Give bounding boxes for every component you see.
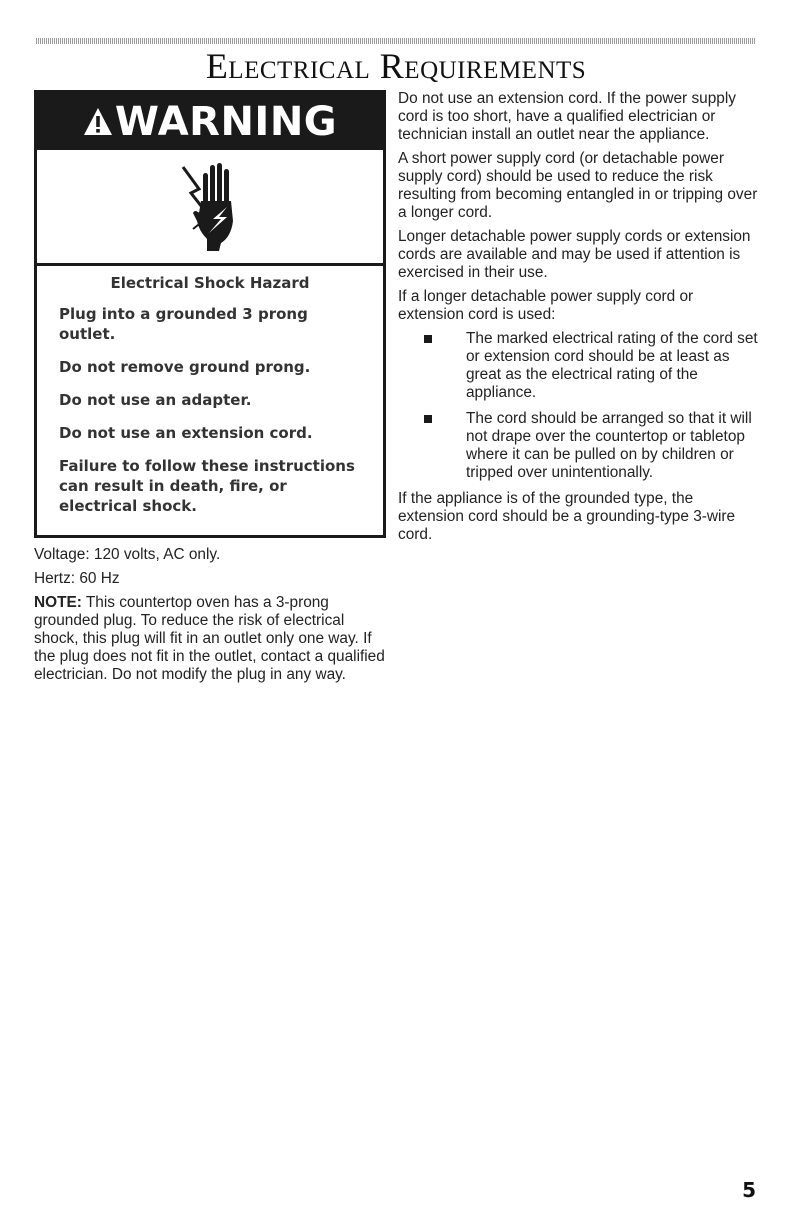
paragraph: A short power supply cord (or detachable power supply cord) should be used to reduce the risk resulting from becoming entangled in or tripping over a longer cord. xyxy=(398,150,758,221)
warning-line: Failure to follow these instructions can result in death, fire, or electrical shock. xyxy=(59,457,355,515)
bullet-list xyxy=(398,330,758,482)
warning-header-text: WARNING xyxy=(114,98,338,145)
paragraph: Do not use an extension cord. If the power supply cord is too short, have a qualified electrician or technician install an outlet near the appliance. xyxy=(398,90,736,143)
paragraph: If the appliance is of the grounded type, the extension cord should be a grounding-type 3-wire cord. xyxy=(398,490,736,543)
page-title: Electrical Requirements xyxy=(205,46,587,86)
top-rule xyxy=(36,38,756,44)
list-item-text: The cord should be arranged so that it will not drape over the countertop or tabletop where it can be pulled on by children or tripped over unintentionally. xyxy=(466,410,752,481)
warning-header xyxy=(37,93,383,150)
warning-line: Do not use an adapter. xyxy=(59,391,252,409)
paragraph: Longer detachable power supply cords or extension cords are available and may be used if attention is exercised in their use. xyxy=(398,228,751,281)
specs xyxy=(34,546,386,684)
warning-line: Plug into a grounded 3 prong outlet. xyxy=(59,305,308,343)
warning-line: Do not use an extension cord. xyxy=(59,424,313,442)
warning-triangle-icon xyxy=(83,107,113,137)
page-number: 5 xyxy=(742,1178,756,1202)
note-text: This countertop oven has a 3-prong grounded plug. To reduce the risk of electrical shock, this plug will fit in an outlet only one way. If the plug does not fit in the outlet, contact a qualified electrician. Do not modify the plug in any way. xyxy=(34,594,385,683)
right-column xyxy=(398,90,758,550)
warning-box xyxy=(34,90,386,538)
hertz-text: Hertz: 60 Hz xyxy=(34,570,120,587)
bullet-icon xyxy=(424,415,432,423)
warning-line: Do not remove ground prong. xyxy=(59,358,311,376)
note-label: NOTE: xyxy=(34,594,82,611)
hazard-icon-area xyxy=(37,150,383,266)
bullet-icon xyxy=(424,335,432,343)
left-column xyxy=(34,90,386,690)
voltage-text: Voltage: 120 volts, AC only. xyxy=(34,546,221,563)
note-paragraph xyxy=(34,594,386,684)
list-item xyxy=(398,410,758,482)
paragraph: If a longer detachable power supply cord or extension cord is used: xyxy=(398,288,694,323)
warning-body xyxy=(37,266,383,516)
list-item-text: The marked electrical rating of the cord set or extension cord should be at least as great as the electrical rating of the appliance. xyxy=(466,330,758,401)
list-item xyxy=(398,330,758,402)
hazard-title: Electrical Shock Hazard xyxy=(110,274,310,292)
electrical-shock-hand-icon xyxy=(165,159,255,255)
